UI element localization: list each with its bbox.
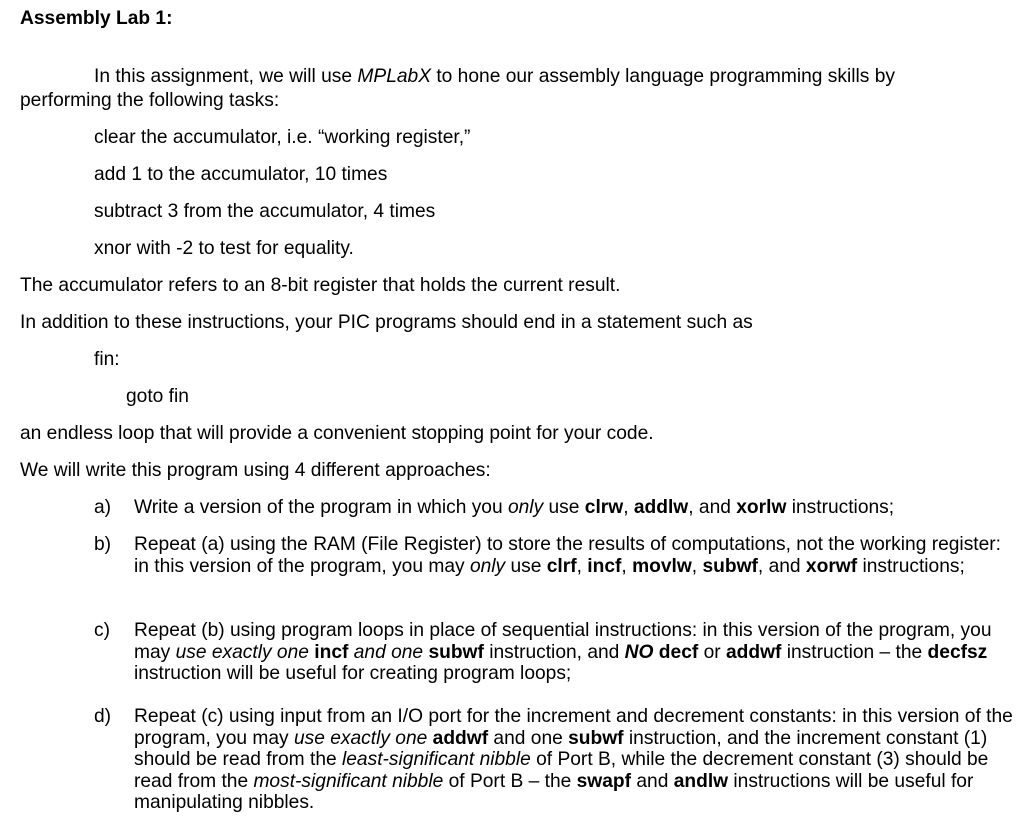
approach-c: Repeat (b) using program loops in place of sequential instructions: in this version of the program, you may use exactly one incf and one subwf instruction, and NO decf or addwf instruction – the decfsz instruction will be useful for creating program loops; [134,620,992,685]
list-marker-b: b) [94,534,112,555]
approach-d: Repeat (c) using input from an I/O port for the increment and decrement constants: in this version of the program, you may use exactly one addwf and one subwf instruction, and the increment constant (1) should be read from the least-significant nibble of Port B, while the decrement constant (3) should be read from the most-significant nibble of Port B – the swapf and andlw instructions will be useful for manipulating nibbles. [134,706,1013,814]
intro-line-1 [94,66,895,88]
task-item: clear the accumulator, i.e. “working register,” [94,127,471,148]
loop-note: an endless loop that will provide a convenient stopping point for your code. [20,423,654,444]
task-item: add 1 to the accumulator, 10 times [94,164,388,185]
page-title: Assembly Lab 1: [20,8,173,29]
task-item: xnor with -2 to test for equality. [94,238,354,259]
code-instruction: goto fin [126,386,189,407]
addition-note: In addition to these instructions, your PIC programs should end in a statement such as [20,312,753,333]
approach-a: Write a version of the program in which you only use clrw, addlw, and xorlw instructions; [134,497,895,518]
task-item: subtract 3 from the accumulator, 4 times [94,201,436,222]
intro-text-1: In this assignment, we will use [94,66,358,87]
list-marker-d: d) [94,706,112,727]
list-marker-a: a) [94,497,112,518]
accumulator-note: The accumulator refers to an 8-bit register that holds the current result. [20,275,621,296]
intro-text-2: to hone our assembly language programming skills by [431,66,895,87]
approaches-intro: We will write this program using 4 different approaches: [20,460,491,481]
list-marker-c: c) [94,620,110,641]
intro-line-2: performing the following tasks: [20,90,280,111]
intro-tool-name: MPLabX [357,66,432,87]
approach-b: Repeat (a) using the RAM (File Register) to store the results of computations, not the working register: in this version of the program, you may only use clrf, incf, movlw, subwf, and xorwf instructions; [134,534,1002,577]
code-label: fin: [94,349,120,370]
